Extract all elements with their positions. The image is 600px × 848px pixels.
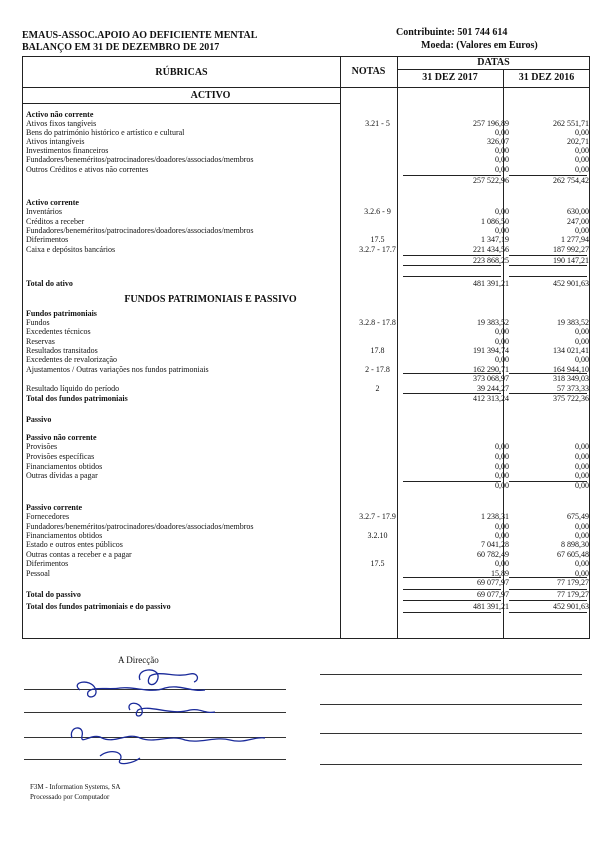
row-value-2016: 0,00 bbox=[575, 155, 589, 164]
table-row bbox=[23, 256, 591, 266]
subtotal-rule bbox=[509, 589, 587, 590]
table-row bbox=[23, 327, 591, 337]
column-header-2016: 31 DEZ 2016 bbox=[518, 72, 575, 83]
row-label: Diferimentos bbox=[26, 235, 69, 244]
row-label: Ajustamentos / Outras variações nos fundos patrimoniais bbox=[26, 365, 209, 374]
row-note: 17.8 bbox=[370, 346, 385, 355]
subtotal-rule bbox=[403, 276, 501, 277]
row-value-2017: 0,00 bbox=[495, 128, 509, 137]
row-label: Inventários bbox=[26, 207, 62, 216]
row-note: 17.5 bbox=[370, 559, 385, 568]
row-value-2017: 0,00 bbox=[495, 226, 509, 235]
row-value-2016: 318 349,03 bbox=[553, 374, 589, 383]
row-value-2016: 0,00 bbox=[575, 531, 589, 540]
row-value-2016: 0,00 bbox=[575, 481, 589, 490]
subtotal-rule bbox=[509, 255, 587, 256]
row-label: Total do passivo bbox=[26, 590, 81, 599]
row-label: Resultados transitados bbox=[26, 346, 98, 355]
row-value-2017: 39 244,27 bbox=[477, 384, 509, 393]
row-label: Reservas bbox=[26, 337, 55, 346]
row-note: 3.2.6 - 9 bbox=[364, 207, 391, 216]
column-header-rubricas: RÚBRICAS bbox=[155, 67, 208, 78]
row-label: Excedentes técnicos bbox=[26, 327, 91, 336]
row-value-2017: 0,00 bbox=[495, 452, 509, 461]
row-value-2017: 257 522,96 bbox=[473, 176, 509, 185]
row-value-2017: 1 238,31 bbox=[481, 512, 509, 521]
column-header-notas: NOTAS bbox=[351, 66, 386, 77]
row-value-2016: 675,49 bbox=[567, 512, 589, 521]
row-value-2017: 7 041,28 bbox=[481, 540, 509, 549]
row-label: Pessoal bbox=[26, 569, 50, 578]
subtotal-rule bbox=[403, 612, 501, 613]
subtotal-rule bbox=[403, 481, 501, 482]
row-label: Ativos fixos tangíveis bbox=[26, 119, 97, 128]
row-value-2017: 0,00 bbox=[495, 559, 509, 568]
row-label: Diferimentos bbox=[26, 559, 69, 568]
row-note: 3.2.10 bbox=[367, 531, 388, 540]
software-credit: F3M - Information Systems, SA bbox=[30, 783, 121, 791]
row-value-2016: 0,00 bbox=[575, 146, 589, 155]
subtotal-rule bbox=[509, 265, 587, 266]
row-label: Total dos fundos patrimoniais e do passivo bbox=[26, 602, 171, 611]
row-value-2016: 1 277,94 bbox=[561, 235, 589, 244]
balance-subtitle: BALANÇO EM 31 DE DEZEMBRO DE 2017 bbox=[22, 42, 220, 53]
table-row bbox=[23, 578, 591, 588]
row-value-2017: 481 391,21 bbox=[473, 602, 509, 611]
row-label: Investimentos financeiros bbox=[26, 146, 109, 155]
row-value-2016: 452 901,63 bbox=[553, 279, 589, 288]
row-label: Passivo não corrente bbox=[26, 433, 97, 442]
row-label: Excedentes de revalorização bbox=[26, 355, 118, 364]
row-value-2017: 0,00 bbox=[495, 471, 509, 480]
row-value-2017: 0,00 bbox=[495, 355, 509, 364]
row-value-2016: 77 179,27 bbox=[557, 590, 589, 599]
row-value-2016: 8 898,30 bbox=[561, 540, 589, 549]
column-header-datas: DATAS bbox=[477, 57, 510, 68]
row-label: Ativos intangíveis bbox=[26, 137, 85, 146]
currency-note bbox=[421, 40, 538, 51]
table-row bbox=[23, 279, 591, 289]
row-value-2016: 0,00 bbox=[575, 462, 589, 471]
row-value-2016: 0,00 bbox=[575, 452, 589, 461]
row-label: Total do ativo bbox=[26, 279, 73, 288]
table-row bbox=[23, 374, 591, 384]
row-note: 17.5 bbox=[370, 235, 385, 244]
signature-line bbox=[320, 704, 582, 705]
subtotal-rule bbox=[403, 600, 501, 601]
table-row bbox=[23, 355, 591, 365]
row-value-2017: 0,00 bbox=[495, 522, 509, 531]
subtotal-rule bbox=[509, 481, 587, 482]
row-value-2017: 0,00 bbox=[495, 146, 509, 155]
row-value-2016: 67 605,48 bbox=[557, 550, 589, 559]
row-value-2017: 69 077,97 bbox=[477, 590, 509, 599]
row-label: Fundadores/beneméritos/patrocinadores/doadores/associados/membros bbox=[26, 226, 254, 235]
divider bbox=[23, 103, 340, 104]
row-value-2017: 162 290,71 bbox=[473, 365, 509, 374]
row-value-2017: 1 347,19 bbox=[481, 235, 509, 244]
table-row bbox=[23, 176, 591, 186]
column-header-2017: 31 DEZ 2017 bbox=[422, 72, 478, 83]
signature-line bbox=[320, 674, 582, 675]
row-value-2017: 257 196,89 bbox=[473, 119, 509, 128]
row-value-2016: 0,00 bbox=[575, 569, 589, 578]
row-value-2016: 57 373,33 bbox=[557, 384, 589, 393]
row-label: Caixa e depósitos bancários bbox=[26, 245, 116, 254]
row-label: Passivo bbox=[26, 415, 52, 424]
row-value-2016: 0,00 bbox=[575, 226, 589, 235]
row-value-2016: 0,00 bbox=[575, 442, 589, 451]
subtotal-rule bbox=[509, 612, 587, 613]
table-row bbox=[23, 471, 591, 481]
direction-label: A Direcção bbox=[118, 655, 159, 665]
currency-text: Moeda: (Valores em Euros) bbox=[421, 40, 538, 51]
row-value-2017: 0,00 bbox=[495, 337, 509, 346]
row-label: Fundadores/beneméritos/patrocinadores/doadores/associados/membros bbox=[26, 155, 254, 164]
row-value-2016: 0,00 bbox=[575, 355, 589, 364]
row-value-2017: 0,00 bbox=[495, 165, 509, 174]
row-note: 2 - 17.8 bbox=[365, 365, 390, 374]
subtotal-rule bbox=[403, 255, 501, 256]
table-row bbox=[23, 394, 591, 404]
balance-table bbox=[22, 56, 590, 639]
subtotal-rule bbox=[403, 373, 501, 374]
taxpayer-number: Contribuinte: 501 744 614 bbox=[396, 27, 508, 38]
row-note: 3.2.8 - 17.8 bbox=[359, 318, 396, 327]
row-value-2016: 0,00 bbox=[575, 522, 589, 531]
section-activo: ACTIVO bbox=[190, 90, 231, 101]
table-row bbox=[23, 452, 591, 462]
row-value-2016: 0,00 bbox=[575, 165, 589, 174]
signature-line bbox=[320, 733, 582, 734]
table-row bbox=[23, 384, 591, 394]
row-value-2016: 375 722,36 bbox=[553, 394, 589, 403]
row-label: Outras dívidas a pagar bbox=[26, 471, 98, 480]
row-label: Bens do património histórico e artístico e cultural bbox=[26, 128, 185, 137]
row-value-2017: 0,00 bbox=[495, 442, 509, 451]
row-value-2016: 0,00 bbox=[575, 128, 589, 137]
row-label: Activo não corrente bbox=[26, 110, 94, 119]
row-value-2017: 0,00 bbox=[495, 327, 509, 336]
row-label: Fundos bbox=[26, 318, 50, 327]
row-value-2016: 187 992,27 bbox=[553, 245, 589, 254]
row-value-2016: 77 179,27 bbox=[557, 578, 589, 587]
row-value-2016: 452 901,63 bbox=[553, 602, 589, 611]
row-label: Total dos fundos patrimoniais bbox=[26, 394, 128, 403]
subtotal-rule bbox=[509, 600, 587, 601]
row-value-2017: 0,00 bbox=[495, 481, 509, 490]
row-value-2017: 0,00 bbox=[495, 155, 509, 164]
handwritten-signatures bbox=[40, 660, 280, 780]
row-label: Activo corrente bbox=[26, 198, 79, 207]
row-value-2016: 164 944,10 bbox=[553, 365, 589, 374]
row-value-2016: 0,00 bbox=[575, 471, 589, 480]
row-value-2017: 223 868,25 bbox=[473, 256, 509, 265]
subtotal-rule bbox=[403, 589, 501, 590]
row-value-2016: 262 754,42 bbox=[553, 176, 589, 185]
processed-note: Processado por Computador bbox=[30, 793, 110, 801]
table-row bbox=[23, 481, 591, 491]
row-value-2017: 191 394,74 bbox=[473, 346, 509, 355]
table-row bbox=[23, 165, 591, 175]
table-row bbox=[23, 602, 591, 612]
subtotal-rule bbox=[403, 393, 501, 394]
row-label: Fundos patrimoniais bbox=[26, 309, 97, 318]
row-value-2017: 1 086,50 bbox=[481, 217, 509, 226]
row-label: Fornecedores bbox=[26, 512, 70, 521]
row-value-2017: 0,00 bbox=[495, 462, 509, 471]
row-value-2017: 412 313,24 bbox=[473, 394, 509, 403]
row-value-2016: 134 021,41 bbox=[553, 346, 589, 355]
signature-line bbox=[320, 764, 582, 765]
row-note: 3.21 - 5 bbox=[365, 119, 390, 128]
subtotal-rule bbox=[509, 175, 587, 176]
row-value-2017: 60 782,49 bbox=[477, 550, 509, 559]
row-note: 3.2.7 - 17.9 bbox=[359, 512, 396, 521]
row-label: Resultado líquido do período bbox=[26, 384, 120, 393]
row-value-2017: 0,00 bbox=[495, 207, 509, 216]
row-label: Outros Créditos e ativos não correntes bbox=[26, 165, 149, 174]
table-row bbox=[23, 207, 591, 217]
table-row bbox=[23, 559, 591, 569]
row-label: Provisões específicas bbox=[26, 452, 95, 461]
row-value-2017: 326,07 bbox=[487, 137, 509, 146]
row-value-2016: 0,00 bbox=[575, 559, 589, 568]
table-row bbox=[23, 590, 591, 600]
table-row bbox=[23, 155, 591, 165]
entity-name: EMAUS-ASSOC.APOIO AO DEFICIENTE MENTAL bbox=[22, 30, 258, 41]
table-row bbox=[23, 540, 591, 550]
row-value-2017: 0,00 bbox=[495, 531, 509, 540]
row-value-2016: 202,71 bbox=[567, 137, 589, 146]
divider bbox=[23, 87, 590, 88]
row-label: Estado e outros entes públicos bbox=[26, 540, 123, 549]
row-value-2016: 0,00 bbox=[575, 337, 589, 346]
subtotal-rule bbox=[509, 276, 587, 277]
table-row bbox=[23, 235, 591, 245]
row-value-2016: 262 551,71 bbox=[553, 119, 589, 128]
row-value-2017: 373 068,97 bbox=[473, 374, 509, 383]
row-value-2016: 630,00 bbox=[567, 207, 589, 216]
subtotal-rule bbox=[509, 393, 587, 394]
row-label: Passivo corrente bbox=[26, 503, 83, 512]
subtotal-rule bbox=[403, 577, 501, 578]
row-value-2017: 15,89 bbox=[491, 569, 509, 578]
row-label: Financiamentos obtidos bbox=[26, 462, 103, 471]
row-value-2017: 19 383,52 bbox=[477, 318, 509, 327]
row-value-2016: 190 147,21 bbox=[553, 256, 589, 265]
row-label: Provisões bbox=[26, 442, 58, 451]
row-value-2017: 221 434,56 bbox=[473, 245, 509, 254]
divider bbox=[397, 69, 590, 70]
table-row bbox=[23, 512, 591, 522]
table-row bbox=[23, 245, 591, 255]
subtotal-rule bbox=[403, 265, 501, 266]
subtotal-rule bbox=[509, 577, 587, 578]
row-value-2016: 0,00 bbox=[575, 327, 589, 336]
section-fundos-passivo: FUNDOS PATRIMONIAIS E PASSIVO bbox=[124, 294, 297, 305]
row-value-2016: 19 383,52 bbox=[557, 318, 589, 327]
table-row bbox=[23, 415, 591, 425]
row-value-2017: 481 391,21 bbox=[473, 279, 509, 288]
row-label: Créditos a receber bbox=[26, 217, 85, 226]
subtotal-rule bbox=[403, 175, 501, 176]
row-note: 2 bbox=[375, 384, 380, 393]
row-label: Outras contas a receber e a pagar bbox=[26, 550, 132, 559]
subtotal-rule bbox=[509, 373, 587, 374]
row-label: Financiamentos obtidos bbox=[26, 531, 103, 540]
row-label: Fundadores/beneméritos/patrocinadores/doadores/associados/membros bbox=[26, 522, 254, 531]
row-note: 3.2.7 - 17.7 bbox=[359, 245, 396, 254]
table-row bbox=[23, 442, 591, 452]
row-value-2017: 69 077,97 bbox=[477, 578, 509, 587]
row-value-2016: 247,00 bbox=[567, 217, 589, 226]
